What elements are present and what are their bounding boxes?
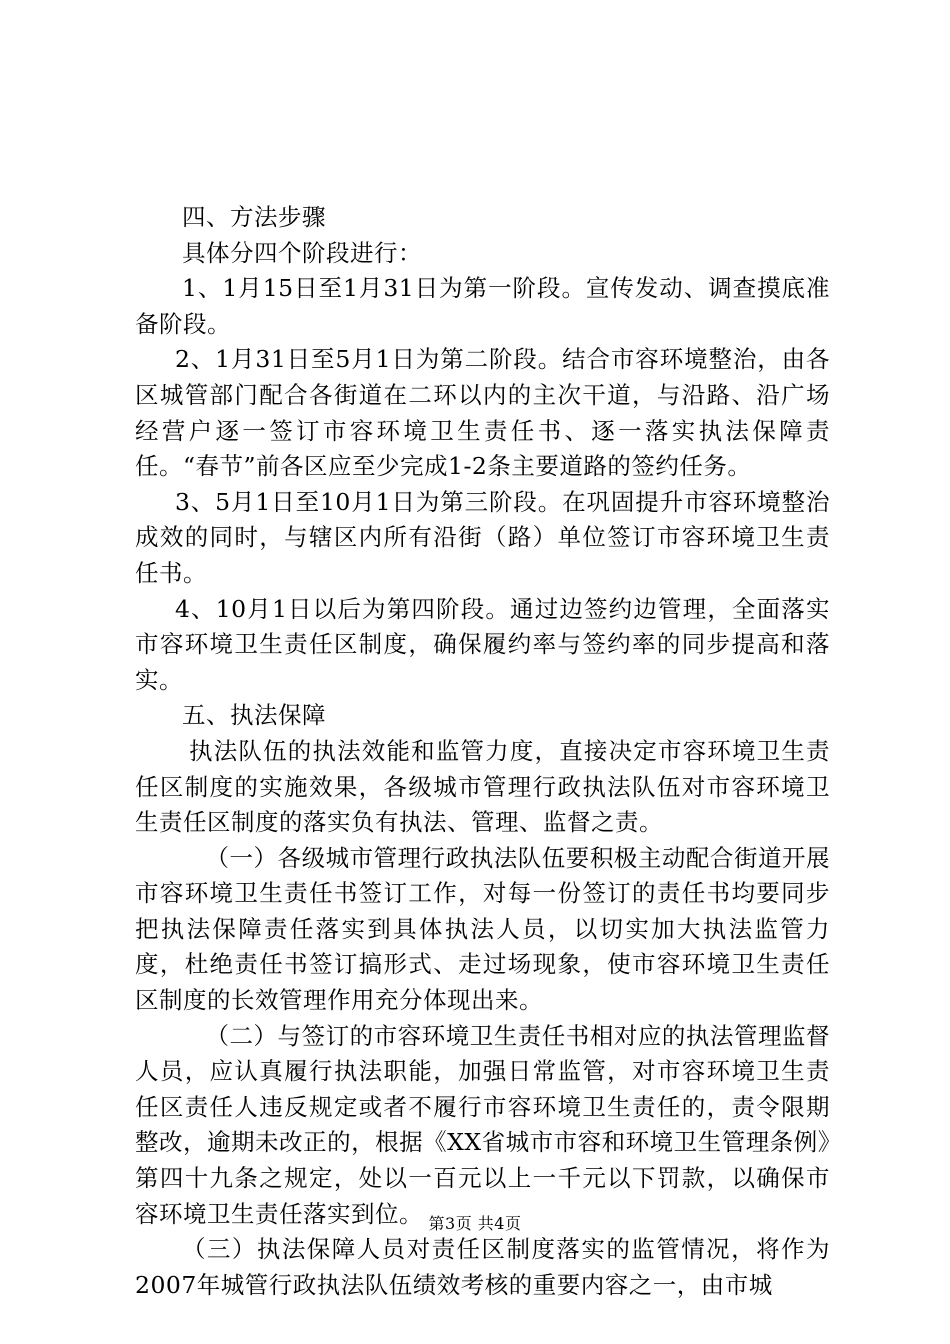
page-number-footer: 第3页 共4页 [428,1214,522,1233]
paragraph-item-2: （二）与签订的市容环境卫生责任书相对应的执法管理监督人员，应认真履行执法职能，加强日常监管，对市容环境卫生责任区责任人违反规定或者不履行市容环境卫生责任的，责令限期整改，逾期未改正的，根据《XX省城市市容和环境卫生管理条例》第四十九条之规定，处以一百元以上一千元以下罚款，以确保市容环境卫生责任落实到位。 [135,1021,830,1228]
paragraph-stage-1: 1、1月15日至1月31日为第一阶段。宣传发动、调查摸底准备阶段。 [135,274,830,338]
document-body [135,200,830,1303]
paragraph-stage-3: 3、5月1日至10月1日为第三阶段。在巩固提升市容环境整治成效的同时，与辖区内所有沿街（路）单位签订市容环境卫生责任书。 [135,487,830,587]
section-heading-methods: 四、方法步骤 [182,203,326,231]
paragraph-stage-4: 4、10月1日以后为第四阶段。通过边签约边管理，全面落实市容环境卫生责任区制度，确保履约率与签约率的同步提高和落实。 [135,594,830,694]
paragraph-enforcement-intro: 执法队伍的执法效能和监管力度，直接决定市容环境卫生责任区制度的实施效果，各级城市管理行政执法队伍对市容环境卫生责任区制度的落实负有执法、管理、监督之责。 [135,736,830,837]
paragraph-stages-intro: 具体分四个阶段进行： [182,238,422,267]
paragraph-stage-2: 2、1月31日至5月1日为第二阶段。结合市容环境整治，由各区城管部门配合各街道在二环以内的主次干道，与沿路、沿广场经营户逐一签订市容环境卫生责任书、逐一落实执法保障责任。“春节”前各区应至少完成1-2条主要道路的签约任务。 [135,345,830,481]
paragraph-item-1: （一）各级城市管理行政执法队伍要积极主动配合街道开展市容环境卫生责任书签订工作，对每一份签订的责任书均要同步把执法保障责任落实到具体执法人员，以切实加大执法监管力度，杜绝责任书签订搞形式、走过场现象，使市容环境卫生责任区制度的长效管理作用充分体现出来。 [135,843,830,1015]
paragraph-item-3: （三）执法保障人员对责任区制度落实的监管情况，将作为2007年城管行政执法队伍绩效考核的重要内容之一，由市城 [135,1235,830,1299]
section-heading-enforcement: 五、执法保障 [182,701,326,730]
